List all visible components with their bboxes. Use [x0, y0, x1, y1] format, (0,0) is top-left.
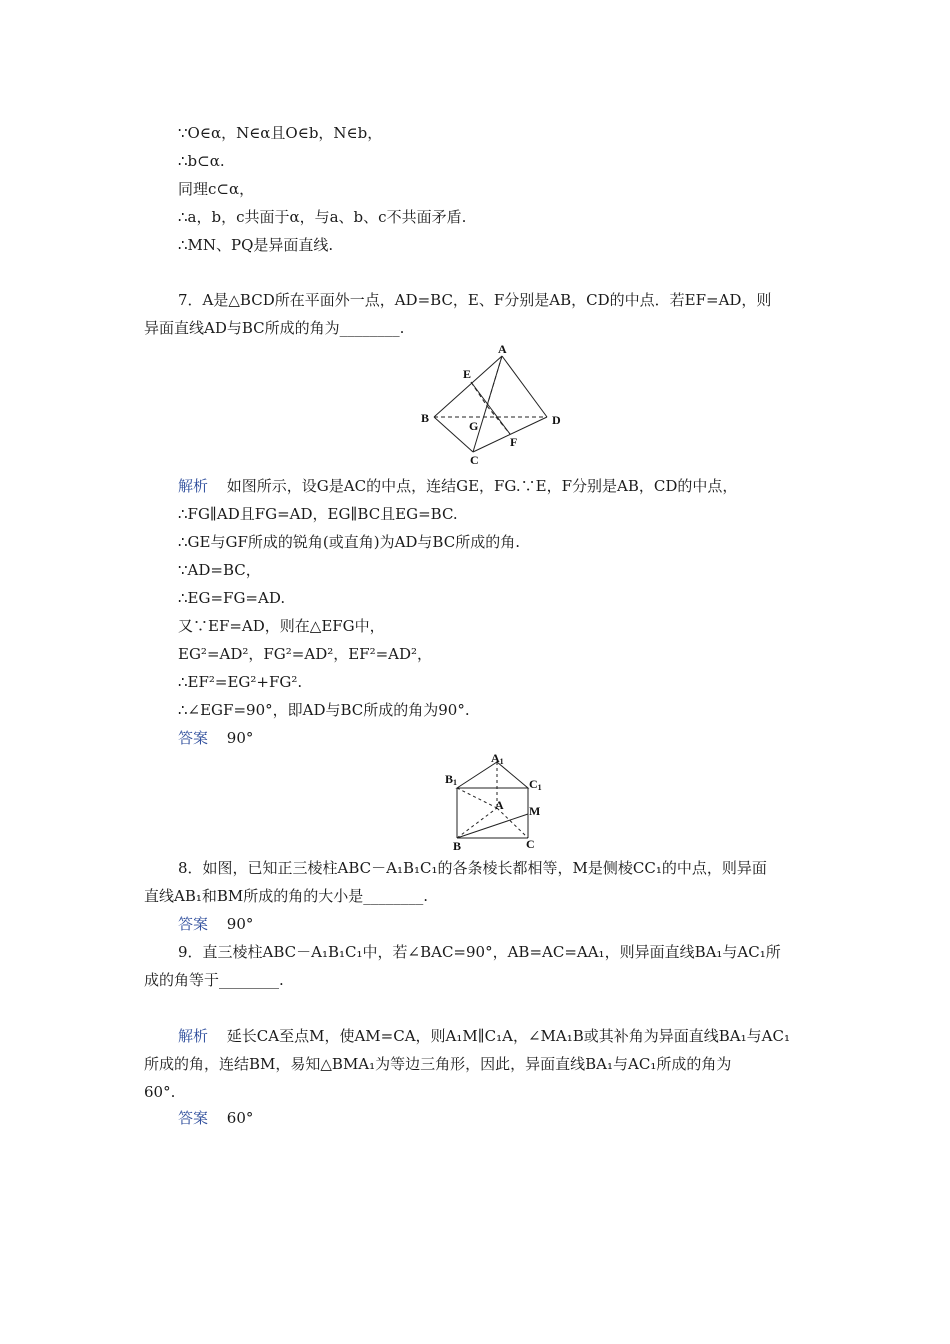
solution-line: EG²=AD²，FG²=AD²，EF²=AD²，	[178, 645, 433, 663]
tetrahedron-figure	[415, 342, 575, 472]
answer-value: 60°	[226, 1109, 254, 1127]
solution-line: ∴FG∥AD且FG=AD，EG∥BC且EG=BC.	[178, 505, 458, 523]
solution-line: 所成的角，连结BM，易知△BMA₁为等边三角形，因此，异面直线BA₁与AC₁所成的角为	[144, 1055, 732, 1073]
solution-line: ∵AD=BC，	[178, 561, 261, 579]
question-7-line1: 7．A是△BCD所在平面外一点，AD=BC，E、F分别是AB，CD的中点．若EF=AD，则	[178, 291, 772, 309]
solution-line: 又∵EF=AD，则在△EFG中，	[178, 617, 385, 635]
solution-line: ∴∠EGF=90°，即AD与BC所成的角为90°.	[178, 701, 470, 719]
solution-label: 解析	[178, 477, 209, 495]
vertex-label-G: G	[469, 419, 479, 433]
proof-line: ∴MN、PQ是异面直线.	[178, 236, 334, 254]
vertex-label-A: A	[498, 342, 507, 356]
proof-line: ∵O∈α，N∈α且O∈b，N∈b，	[178, 124, 383, 142]
answer-value: 90°	[226, 729, 254, 747]
question-8-line2: 直线AB₁和BM所成的角的大小是________.	[144, 887, 429, 905]
solution-label: 解析	[178, 1027, 209, 1045]
solution-line: 如图所示，设G是AC的中点，连结GE，FG.∵E，F分别是AB，CD的中点，	[226, 477, 738, 495]
proof-line: 同理c⊂α，	[178, 180, 255, 198]
vertex-label-B: B	[453, 839, 462, 852]
solution-line: ∴GE与GF所成的锐角(或直角)为AD与BC所成的角.	[178, 533, 520, 551]
vertex-label-F: F	[510, 435, 518, 449]
solution-line: 60°.	[144, 1083, 176, 1101]
vertex-label-C: C	[470, 453, 479, 467]
vertex-label-E: E	[463, 367, 472, 381]
vertex-label-B: B	[421, 411, 430, 425]
solution-line: ∴EF²=EG²+FG².	[178, 673, 303, 691]
vertex-label-C1: C1	[529, 777, 542, 792]
vertex-label-M: M	[529, 804, 541, 818]
vertex-label-B1: B1	[445, 772, 458, 787]
question-9-line1: 9．直三棱柱ABC－A₁B₁C₁中，若∠BAC=90°，AB=AC=AA₁，则异面直线BA₁与AC₁所	[178, 943, 781, 961]
vertex-label-D: D	[552, 413, 561, 427]
question-7-line2: 异面直线AD与BC所成的角为________.	[144, 319, 405, 337]
proof-line: ∴b⊂α.	[178, 152, 225, 170]
question-9-line2: 成的角等于________.	[144, 971, 284, 989]
solution-line: ∴EG=FG=AD.	[178, 589, 286, 607]
proof-line: ∴a，b，c共面于α，与a、b、c不共面矛盾.	[178, 208, 467, 226]
vertex-label-A: A	[495, 798, 504, 812]
prism-figure	[440, 752, 550, 852]
answer-label: 答案	[178, 1109, 209, 1127]
question-8-line1: 8．如图，已知正三棱柱ABC－A₁B₁C₁的各条棱长都相等，M是侧棱CC₁的中点，则异面	[178, 859, 767, 877]
answer-value: 90°	[226, 915, 254, 933]
answer-label: 答案	[178, 729, 209, 747]
vertex-label-C: C	[526, 837, 535, 851]
vertex-label-A1: A1	[491, 752, 504, 766]
answer-label: 答案	[178, 915, 209, 933]
solution-line: 延长CA至点M，使AM=CA，则A₁M∥C₁A，∠MA₁B或其补角为异面直线BA₁与AC₁	[226, 1027, 790, 1045]
